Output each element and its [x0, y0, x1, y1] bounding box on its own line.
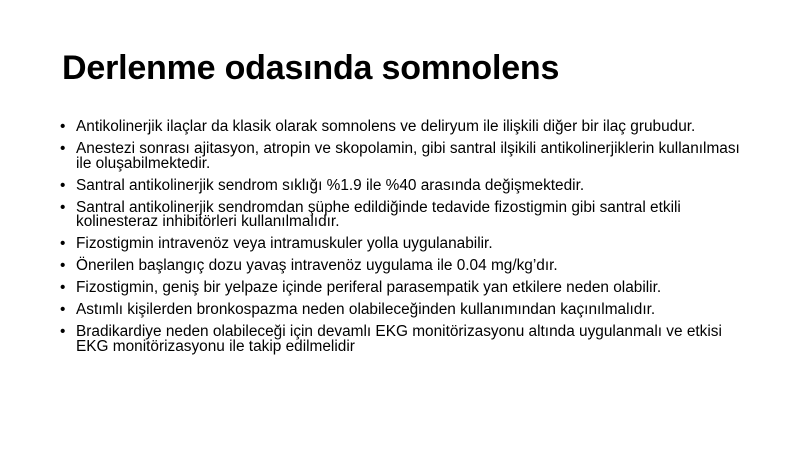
bullet-icon: •: [60, 257, 66, 275]
bullet-text: Anestezi sonrası ajitasyon, atropin ve skopolamin, gibi santral ilşikili antikolinerjiklerin kullanılması ile oluşabilmektedir.: [76, 139, 740, 172]
bullet-item: [60, 139, 750, 172]
bullet-icon: •: [60, 323, 66, 341]
bullet-list: [60, 120, 750, 362]
bullet-icon: •: [60, 235, 66, 253]
bullet-text: Santral antikolinerjik sendrom sıklığı %1.9 ile %40 arasında değişmektedir.: [76, 176, 585, 194]
bullet-icon: •: [60, 198, 66, 216]
bullet-item: [60, 325, 750, 354]
bullet-item: [60, 259, 750, 274]
bullet-item: [60, 120, 750, 135]
bullet-item: [60, 303, 750, 318]
bullet-text: Fizostigmin intravenöz veya intramuskuler yolla uygulanabilir.: [76, 235, 493, 253]
bullet-icon: •: [60, 118, 66, 135]
bullet-text: Santral antikolinerjik sendromdan şüphe edildiğinde tedavide fizostigmin gibi santral etkili kolinesteraz inhibitörleri kullanılmalıdır.: [76, 198, 681, 231]
bullet-text: Bradikardiye neden olabileceği için devamlı EKG monitörizasyonu altında uygulanmalı ve etkisi EKG monitörizasyonu ile takip edilmelidir: [76, 323, 722, 355]
bullet-item: [60, 281, 750, 296]
bullet-text: Antikolinerjik ilaçlar da klasik olarak somnolens ve deliryum ile ilişkili diğer bir ilaç grubudur.: [76, 118, 696, 135]
bullet-icon: •: [60, 279, 66, 297]
bullet-text: Önerilen başlangıç dozu yavaş intravenöz uygulama ile 0.04 mg/kg’dır.: [76, 257, 558, 275]
bullet-icon: •: [60, 139, 66, 157]
bullet-icon: •: [60, 176, 66, 194]
bullet-item: [60, 237, 750, 252]
bullet-icon: •: [60, 301, 66, 319]
slide-title: Derlenme odasında somnolens: [62, 49, 560, 87]
bullet-item: [60, 176, 750, 194]
bullet-item: [60, 198, 750, 231]
bullet-text: Fizostigmin, geniş bir yelpaze içinde periferal parasempatik yan etkilere neden olabilir.: [76, 279, 662, 297]
bullet-text: Astımlı kişilerden bronkospazma neden olabileceğinden kullanımından kaçınılmalıdır.: [76, 301, 656, 319]
